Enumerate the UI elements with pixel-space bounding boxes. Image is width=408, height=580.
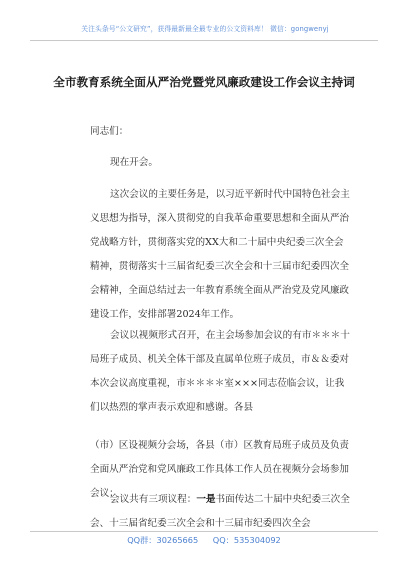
header-divider: [30, 40, 378, 41]
header-banner: 关注头条号“公文研究”，获得最新最全最专业的公文资料库！ 微信：gongwenyj: [81, 25, 329, 33]
footer-qq-group: QQ群：30265665: [127, 535, 199, 545]
document-title: 全市教育系统全面从严治党暨党风廉政建设工作会议主持词: [53, 75, 355, 89]
paragraph-attendance: 会议以视频形式召开，在主会场参加会议的有市＊＊＊十局班子成员、机关全体干部及直属单位班子成员，市＆＆委对本次会议高度重视，市＊＊＊＊室×××同志莅临会议，让我们以热烈的掌声表示欢迎和感谢。各县: [90, 330, 350, 413]
agenda-item-first: 一是: [196, 494, 216, 505]
agenda-rest: 书面传达二十届中央纪委三次全会、十三届省纪委三次全会和十三届市纪委四次全会: [90, 494, 350, 529]
paragraph-agenda: [90, 488, 350, 536]
paragraph-subvenues: （市）区设视频分会场，各县（市）区教育局班子成员及负责全面从严治党和党风廉政工作具体工作人员在视频分会场参加会议；: [90, 440, 350, 499]
opening-line: 现在开会。: [110, 157, 158, 168]
agenda-lead: 会议共有三项议程：: [110, 494, 197, 505]
salutation: 同志们：: [90, 126, 129, 137]
footer-contacts: [0, 535, 408, 546]
footer-qq: QQ：535304092: [212, 535, 281, 545]
footer-divider: [30, 531, 378, 532]
paragraph-tasks: 这次会议的主要任务是，以习近平新时代中国特色社会主义思想为指导，深入贯彻党的自我革命重要思想和全面从严治党战略方针，贯彻落实党的XX大和二十届中央纪委三次全会精神，贯彻落实十三届省纪委三次全会和十三届市纪委四次全会精神，全面总结过去一年教育系统全面从严治党及党风廉政建设工作，安排部署2024年工作。: [90, 189, 350, 320]
